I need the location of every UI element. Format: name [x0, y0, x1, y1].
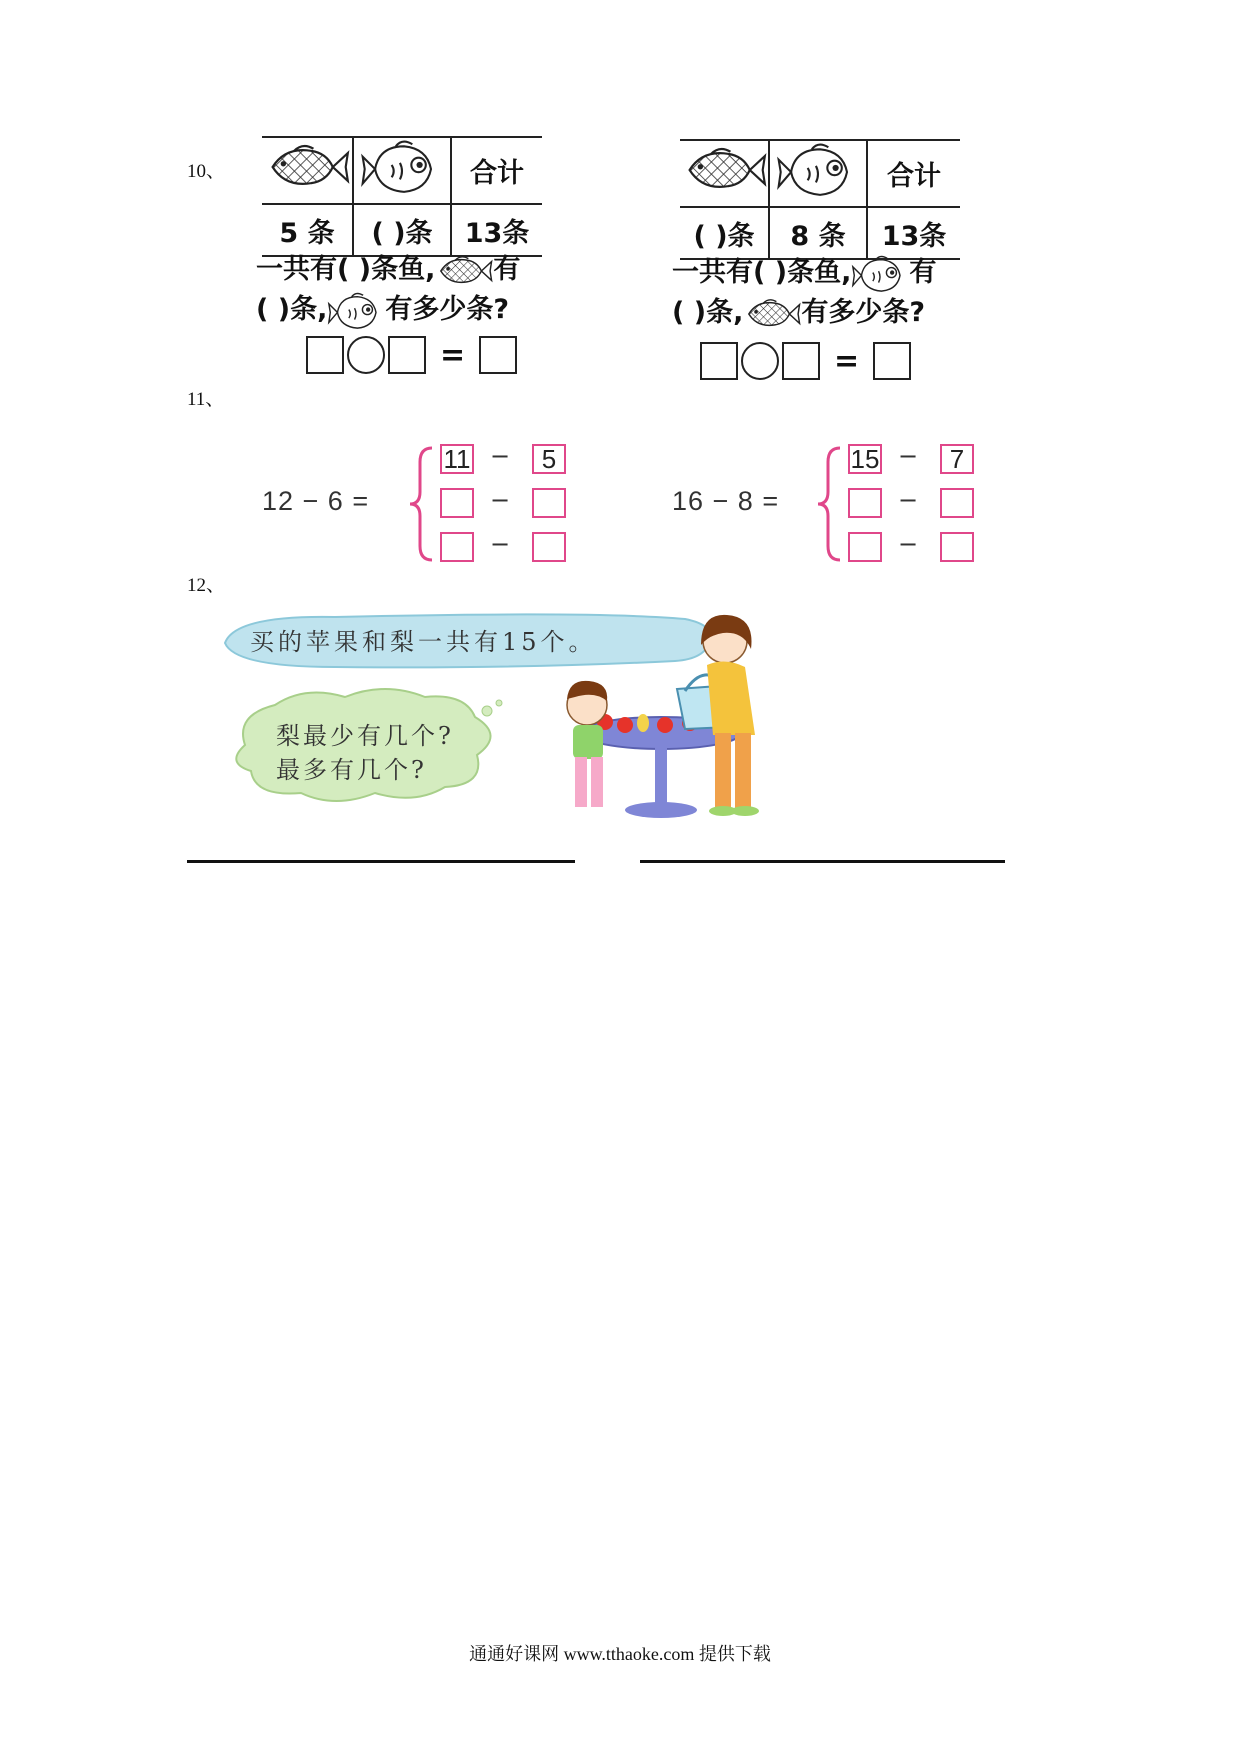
answer-line-right[interactable]: [640, 860, 1005, 863]
minus-sign: −: [898, 442, 919, 470]
bubble-text-1: 买的苹果和梨一共有15个。: [250, 628, 597, 656]
question-text: ( )条,: [672, 297, 744, 328]
equals-sign: =: [440, 337, 466, 373]
answer-box[interactable]: [532, 488, 566, 518]
fish-table-left: [262, 136, 542, 257]
minus-sign: −: [898, 530, 919, 558]
net-fish-icon: [680, 140, 769, 207]
given-subtrahend-box: 5: [532, 444, 566, 474]
net-fish-icon: [435, 251, 493, 291]
girl-shirt: [573, 725, 603, 759]
equation-row-right: [700, 342, 911, 380]
page-footer: 通通好课网 www.tthaoke.com 提供下载: [469, 1644, 771, 1664]
answer-box[interactable]: [532, 532, 566, 562]
table-base: [625, 802, 697, 818]
given-minuend-box: 11: [440, 444, 474, 474]
given-minuend-box: 15: [848, 444, 882, 474]
question-number-10: 10、: [187, 161, 226, 182]
cell-round-fish-count: 8 条: [769, 207, 867, 259]
table-leg: [655, 745, 667, 805]
bubble-text-2-line-1: 梨最少有几个?: [276, 722, 454, 750]
minus-sign: −: [490, 486, 511, 514]
question-text: 有: [909, 257, 937, 288]
equation-row-left: [306, 336, 517, 374]
round-fish-icon: [851, 254, 909, 294]
bubble-tail: [496, 700, 502, 706]
left-brace: [406, 444, 436, 564]
question-text: 一共有( )条鱼,: [672, 257, 852, 288]
answer-box[interactable]: [940, 488, 974, 518]
answer-box[interactable]: [848, 488, 882, 518]
round-fish-icon: [769, 140, 867, 207]
pear: [637, 714, 649, 732]
given-subtrahend-box: 7: [940, 444, 974, 474]
answer-box[interactable]: [306, 336, 344, 374]
expression-right: 16 − 8 =: [672, 486, 780, 516]
apple: [617, 717, 633, 733]
bubble-text-2-line-2: 最多有几个?: [276, 756, 427, 784]
header-total: 合计: [867, 140, 960, 207]
expression-left: 12 − 6 =: [262, 486, 370, 516]
cell-round-fish-count: ( )条: [353, 204, 451, 256]
operator-circle[interactable]: [741, 342, 779, 380]
mother-leg: [715, 733, 731, 809]
question-text: 有: [493, 254, 521, 285]
answer-box[interactable]: [782, 342, 820, 380]
question-text: 一共有( )条鱼,: [256, 254, 436, 285]
question-text-line-1: [256, 250, 520, 291]
question-text-line-1: [672, 253, 936, 294]
girl-leg: [591, 757, 603, 807]
fish-table-right: [680, 139, 960, 260]
answer-box[interactable]: [700, 342, 738, 380]
operator-circle[interactable]: [347, 336, 385, 374]
net-fish-icon: [262, 137, 353, 204]
apple: [657, 717, 673, 733]
minus-sign: −: [490, 530, 511, 558]
answer-box[interactable]: [940, 532, 974, 562]
round-fish-icon: [353, 137, 451, 204]
mother-shoe: [731, 806, 759, 816]
question-number-11: 11、: [187, 389, 225, 410]
header-total: 合计: [451, 137, 542, 204]
question-text: 有多少条?: [801, 297, 926, 328]
right-brace: [814, 444, 844, 564]
cell-total-count: 13条: [451, 204, 542, 256]
cell-net-fish-count: ( )条: [680, 207, 769, 259]
net-fish-icon: [743, 294, 801, 334]
cell-total-count: 13条: [867, 207, 960, 259]
question-text: 有多少条?: [385, 294, 510, 325]
girl-leg: [575, 757, 587, 807]
question-text-line-2: [256, 290, 509, 331]
question-number-12: 12、: [187, 575, 226, 596]
bubble-tail: [482, 706, 492, 716]
cell-net-fish-count: 5 条: [262, 204, 353, 256]
answer-box[interactable]: [848, 532, 882, 562]
round-fish-icon: [327, 291, 385, 331]
answer-line-left[interactable]: [187, 860, 575, 863]
question-text-line-2: [672, 293, 925, 334]
answer-box[interactable]: [440, 532, 474, 562]
answer-box[interactable]: [873, 342, 911, 380]
equals-sign: =: [834, 343, 860, 379]
answer-box[interactable]: [440, 488, 474, 518]
minus-sign: −: [898, 486, 919, 514]
answer-box[interactable]: [479, 336, 517, 374]
answer-box[interactable]: [388, 336, 426, 374]
question-text: ( )条,: [256, 294, 328, 325]
mother-shirt: [707, 661, 755, 735]
minus-sign: −: [490, 442, 511, 470]
mother-leg: [735, 733, 751, 809]
